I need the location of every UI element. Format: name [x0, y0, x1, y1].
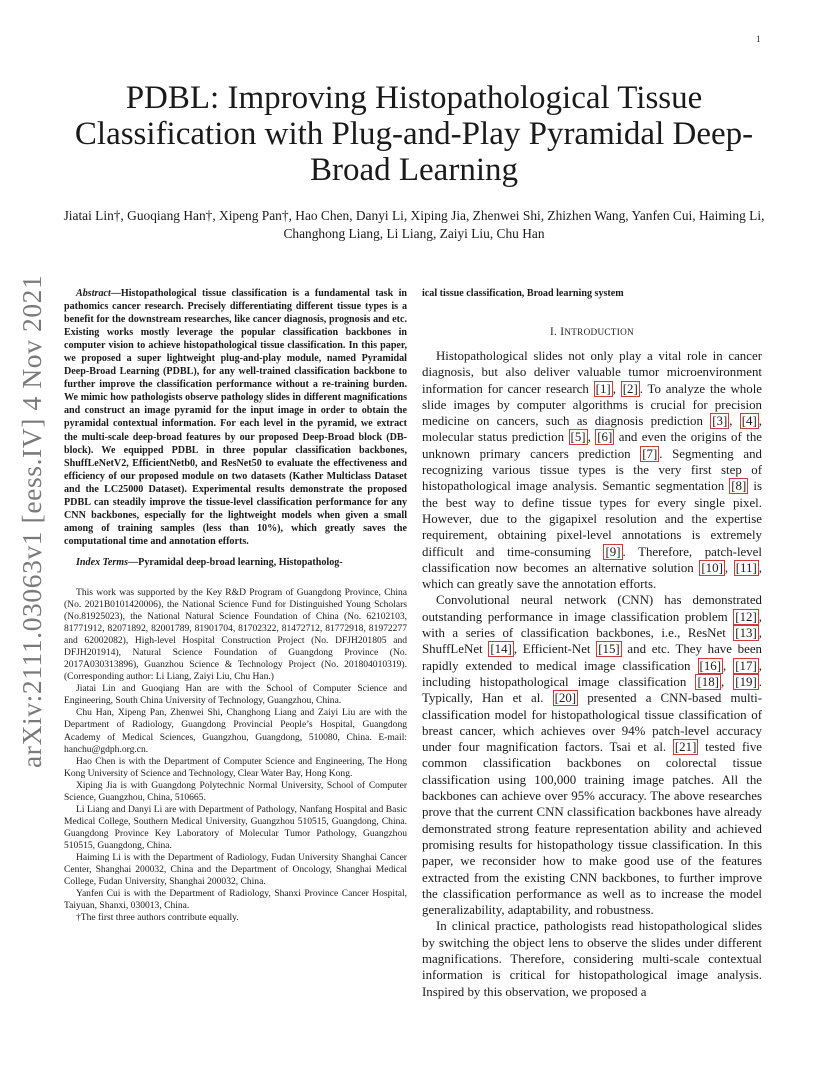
- intro-paragraph: Convolutional neural network (CNN) has demonstrated outstanding performance in image classification problem [12] , with a series of classification backbones, i.e., ResNet [13] , ShuffLeNet [14] , Efficient-Net [15] and etc. They have been rapidly extended to medical image classification [16] , [17] , including histopathological image classification [18] , [19] . Typically, Han et al. [20] presented a CNN-based multi-classification model for histopathological tissue classification of breast cancer, which achieves over 94% patch-level accuracy under four magnification factors. Tsai et al. [21] tested five common classification backbones on colorectal tissue classification using 100,000 training image patches. All the backbones can achieve over 95% accuracy. The above researches prove that the current CNN classification backbones have already demonstrated strong feature representation ability and achieved promising results for histopathology tissue classification. In this paper, we reconsider how to make good use of the features extracted from the existing CNN backbones, to further improve the classification performance as well as to increase the model generalizability, adaptability, and robustness.: [422, 593, 762, 918]
- citation-link[interactable]: [19]: [735, 674, 757, 689]
- citation-link[interactable]: [16]: [699, 658, 722, 673]
- section-number: I.: [550, 326, 558, 338]
- citation-link[interactable]: [6]: [597, 430, 613, 445]
- footnote-affiliation: Chu Han, Xipeng Pan, Zhenwei Shi, Changhong Liang and Zaiyi Liu are with the Department of Radiology, Guangdong Provincial People’s Hospital, Guangdong Academy of Medical Sciences, Guangzhou, Guangdong, 510080, China. E-mail: hanchu@gdph.org.cn.: [64, 707, 407, 755]
- page-number: 1: [756, 34, 761, 44]
- abstract-text: —Histopathological tissue classification is a fundamental task in pathomics cancer research. Precisely differentiating different tissue types is a benefit for the downstream researches, like cancer diagnosis, prognosis and etc. Existing works mostly leverage the popular classification backbones in computer vision to achieve histopathological tissue classification. In this paper, we proposed a super lightweight plug-and-play module, named Pyramidal Deep-Broad Learning (PDBL), for any well-trained classification backbone to further improve the classification performance without a re-training burden. We mimic how pathologists observe pathology slides in different magnifications and construct an image pyramid for the input image in order to obtain the pyramidal contextual information. For each level in the pyramid, we extract the multi-scale deep-broad features by our proposed Deep-Broad block (DB-block). We equipped PDBL in three popular classification backbones, ShuffLeNetV2, EfficientNetb0, and ResNet50 to evaluate the effectiveness and efficiency of our proposed module on two datasets (Kather Multiclass Dataset and the LC25000 Dataset). Experimental results demonstrate the proposed PDBL can steadily improve the tissue-level classification performance for any CNN backbones, especially for the lightweight models when given a small among of training samples (less than 10%), which greatly saves the computational time and annotation efforts.: [64, 288, 407, 547]
- footnote-affiliation: Haiming Li is with the Department of Radiology, Fudan University Shanghai Cancer Center, Shanghai 200032, China and the Department of Oncology, Shanghai Medical College, Fudan University, Shanghai 200032, China.: [64, 851, 407, 888]
- author-list: Jiatai Lin†, Guoqiang Han†, Xipeng Pan†, Hao Chen, Danyi Li, Xiping Jia, Zhenwei Shi, Zhizhen Wang, Yanfen Cui, Haiming Li, Changhong Liang, Li Liang, Zaiyi Liu, Chu Han: [63, 208, 765, 241]
- citation-link[interactable]: [9]: [605, 544, 621, 559]
- citation-link[interactable]: [2]: [622, 381, 638, 396]
- citation-link[interactable]: [1]: [595, 381, 611, 396]
- footnote-equal-contribution: †The first three authors contribute equally.: [76, 912, 239, 924]
- citation-link[interactable]: [10]: [701, 560, 723, 575]
- citation-link[interactable]: [5]: [570, 430, 586, 445]
- section-title-rest: NTRODUCTION: [564, 327, 634, 337]
- arxiv-identifier: arXiv:2111.03063v1 [eess.IV] 4 Nov 2021: [16, 274, 47, 768]
- section-heading: [422, 326, 762, 338]
- citation-link[interactable]: [13]: [735, 626, 757, 641]
- paper-title: PDBL: Improving Histopathological Tissue Classification with Plug-and-Play Pyramidal Deep-Broad Learning: [74, 80, 754, 188]
- citation-link[interactable]: [7]: [642, 446, 658, 461]
- right-column: [422, 287, 762, 1000]
- citation-link[interactable]: [3]: [712, 414, 728, 429]
- abstract-label: Abstract: [76, 288, 111, 299]
- citation-link[interactable]: [8]: [731, 479, 747, 494]
- index-terms: [64, 556, 407, 569]
- citation-link[interactable]: [11]: [735, 560, 757, 575]
- index-terms-label: Index Terms: [76, 556, 129, 568]
- intro-paragraph: Histopathological slides not only play a vital role in cancer diagnosis, but also deliver valuable tumor microenvironment information for cancer research [1] , [2] . To analyze the whole slide images by computer algorithms is crucial for precision medicine on cancers, such as diagnosis prediction [3] , [4] , molecular status prediction [5] , [6] and even the origins of the unknown primary cancers prediction [7] . Segmenting and recognizing various tissue types is the very first step of histopathological image analysis. Semantic segmentation [8] is the best way to define tissue types for every single pixel. However, due to the gigapixel resolution and the expertise requirement, obtaining pixel-level annotations is extremely difficult and time-consuming [9] . Therefore, patch-level classification now becomes an alternative solution [10] , [11] , which can greatly save the annotation efforts.: [422, 349, 762, 592]
- left-column: [64, 287, 407, 924]
- citation-link[interactable]: [14]: [490, 642, 512, 657]
- footnote-affiliation: Yanfen Cui is with the Department of Radiology, Shanxi Province Cancer Hospital, Taiyuan, Shanxi, 030013, China.: [64, 888, 407, 912]
- abstract: [64, 287, 407, 548]
- citation-link[interactable]: [4]: [741, 414, 757, 429]
- citation-link[interactable]: [20]: [554, 691, 577, 706]
- introduction-body: [422, 348, 762, 1000]
- footnote-funding: This work was supported by the Key R&D Program of Guangdong Province, China (No. 2021B0101420006), the National Science Fund for Distinguished Young Scholars (No.81925023), the National Natural Science Foundation of China (No. 62102103, 81771912, 82071892, 82001789, 81901704, 81702322, 81472712, 81772918, 81972277 and 62002082), High-level Hospital Construction Project (No. DFJH201805 and DFJH201914), Natural Science Foundation of Guangdong Province (No. 2017A030313896), Guanzhou Science & Technology Project (No. 201804010319). (Corresponding author: Li Liang, Zaiyi Liu, Chu Han.): [64, 586, 407, 683]
- intro-paragraph: In clinical practice, pathologists read histopathological slides by switching the object lens to observe the slides under different magnifications. Therefore, considering multi-scale contextual information is critical for histopathological image analysis. Inspired by this observation, we proposed a: [422, 919, 762, 999]
- index-terms-continued: ical tissue classification, Broad learning system: [422, 288, 624, 299]
- footnote-affiliation: Li Liang and Danyi Li are with Department of Pathology, Nanfang Hospital and Basic Medical College, Southern Medical University, Guangzhou 510515, Guangdong, China. Guangdong Province Key Laboratory of Molecular Tumor Pathology, Guangzhou 510515, Guangdong, China.: [64, 803, 407, 851]
- citation-link[interactable]: [17]: [735, 658, 757, 673]
- citation-link[interactable]: [12]: [735, 609, 757, 624]
- footnote-affiliation: Xiping Jia is with Guangdong Polytechnic Normal University, School of Computer Science, Guangzhou, China, 510665.: [64, 779, 407, 803]
- footnotes: [64, 587, 407, 924]
- section-title-initial: I: [560, 326, 565, 338]
- citation-link[interactable]: [18]: [697, 674, 719, 689]
- citation-link[interactable]: [15]: [598, 642, 620, 657]
- index-terms-text: —Pyramidal deep-broad learning, Histopatholog-: [128, 556, 343, 568]
- citation-link[interactable]: [21]: [674, 740, 697, 755]
- footnote-affiliation: Jiatai Lin and Guoqiang Han are with the School of Computer Science and Engineering, South China University of Technology, Guangzhou, China.: [64, 683, 407, 707]
- footnote-affiliation: Hao Chen is with the Department of Computer Science and Engineering, The Hong Kong University of Science and Technology, Clear Water Bay, Hong Kong.: [64, 755, 407, 779]
